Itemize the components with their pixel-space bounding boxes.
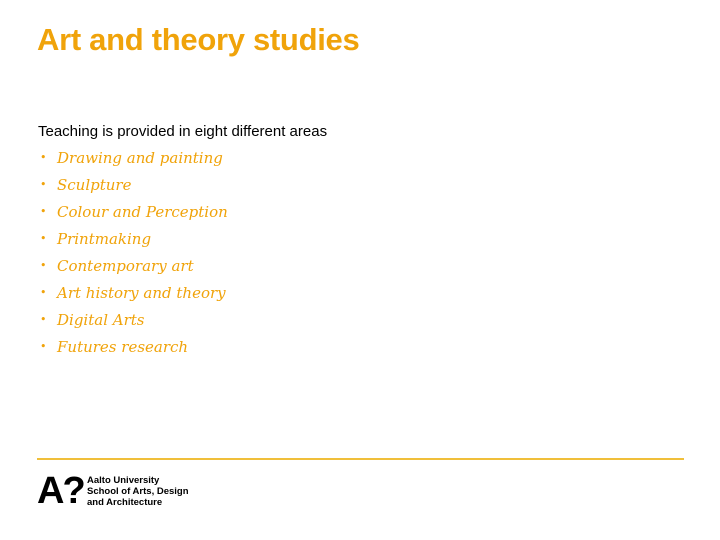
list-item [40, 282, 228, 309]
bullet-icon: • [40, 259, 47, 272]
footer-divider [37, 458, 684, 460]
logo-line-university: Aalto University [87, 474, 160, 486]
aalto-logo-text [87, 475, 189, 508]
list-item [40, 201, 228, 228]
list-item-label: Digital Arts [57, 311, 145, 329]
logo-line-school: School of Arts, Design [87, 485, 189, 497]
list-item-label: Drawing and painting [57, 149, 223, 167]
aalto-logo [37, 470, 189, 512]
bullet-icon: • [40, 313, 47, 326]
list-item [40, 336, 228, 363]
list-item-label: Sculpture [57, 176, 132, 194]
bullet-icon: • [40, 178, 47, 191]
areas-list [40, 147, 228, 363]
slide-title: Art and theory studies [37, 22, 360, 57]
list-item [40, 228, 228, 255]
bullet-icon: • [40, 232, 47, 245]
bullet-icon: • [40, 151, 47, 164]
list-item-label: Futures research [57, 338, 189, 356]
list-item [40, 309, 228, 336]
intro-text: Teaching is provided in eight different areas [38, 123, 328, 140]
list-item-label: Contemporary art [57, 257, 194, 275]
list-item-label: Printmaking [57, 230, 152, 248]
list-item-label: Colour and Perception [57, 203, 228, 221]
bullet-icon: • [40, 340, 47, 353]
list-item-label: Art history and theory [57, 284, 226, 302]
list-item [40, 147, 228, 174]
bullet-icon: • [40, 286, 47, 299]
list-item [40, 255, 228, 282]
bullet-icon: • [40, 205, 47, 218]
aalto-logo-mark: A? [37, 470, 84, 512]
logo-line-architecture: and Architecture [87, 496, 163, 508]
list-item [40, 174, 228, 201]
